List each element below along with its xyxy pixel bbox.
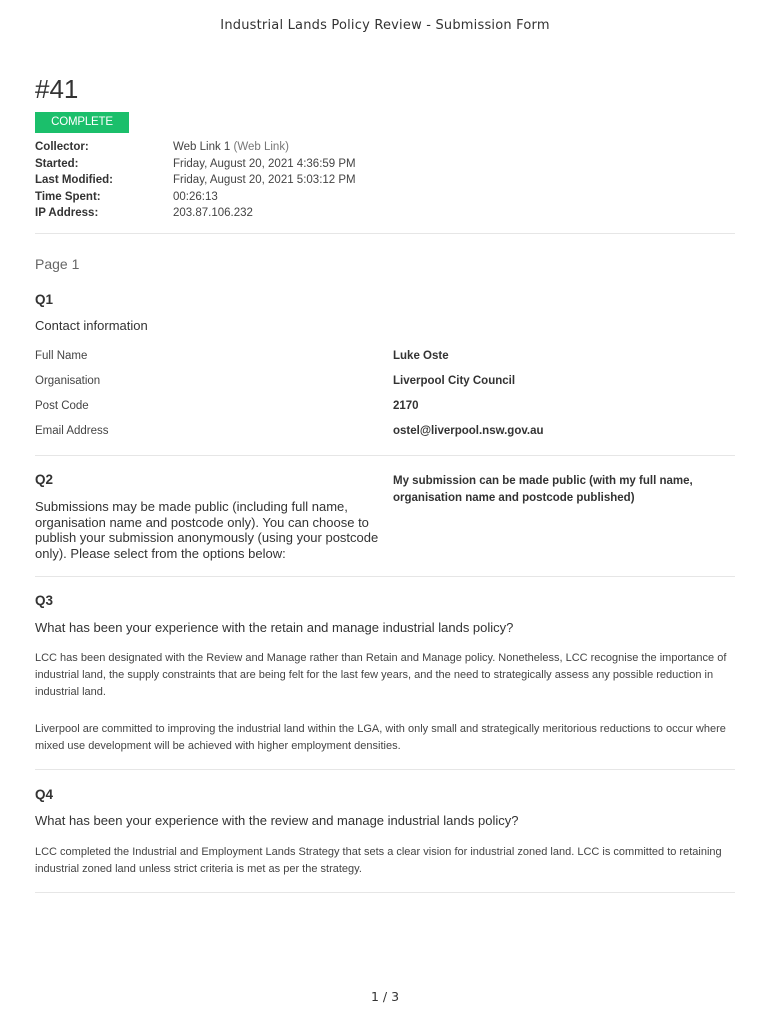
- meta-value: 00:26:13: [173, 190, 218, 203]
- collector-type: (Web Link): [230, 141, 289, 153]
- q3-number: Q3: [35, 593, 54, 608]
- status-badge: COMPLETE: [35, 112, 129, 133]
- divider: [35, 576, 735, 577]
- field-label-organisation: Organisation: [35, 375, 101, 387]
- collector-name: Web Link 1: [173, 141, 231, 153]
- q4-number: Q4: [35, 787, 54, 802]
- meta-key: IP Address:: [35, 207, 99, 219]
- q2-number: Q2: [35, 472, 54, 487]
- field-value-organisation: Liverpool City Council: [393, 375, 516, 387]
- field-value-post-code: 2170: [393, 400, 419, 412]
- meta-row-started: [35, 156, 356, 173]
- meta-key: Last Modified:: [35, 174, 113, 186]
- q2-answer: My submission can be made public (with my full name, organisation name and postcode published): [393, 475, 693, 504]
- meta-key: Time Spent:: [35, 190, 101, 203]
- meta-row-ip-address: [35, 205, 356, 222]
- meta-key: Collector:: [35, 141, 89, 153]
- field-value-email: ostel@liverpool.nsw.gov.au: [393, 425, 544, 437]
- divider: [35, 769, 735, 770]
- meta-value: [173, 139, 289, 156]
- field-value-full-name: Luke Oste: [393, 350, 449, 362]
- meta-row-collector: [35, 139, 356, 156]
- meta-value: 203.87.106.232: [173, 207, 253, 219]
- meta-row-time-spent: [35, 189, 356, 206]
- q1-number: Q1: [35, 292, 54, 307]
- q4-answer: LCC completed the Industrial and Employment Lands Strategy that sets a clear vision for industrial zoned land. LCC is committed to retaining industrial zoned land unless strict criteria is met as per the strategy.: [35, 846, 722, 875]
- field-label-full-name: Full Name: [35, 350, 88, 362]
- response-meta: [35, 139, 356, 222]
- q3-text: What has been your experience with the retain and manage industrial lands policy?: [35, 620, 514, 635]
- meta-row-last-modified: [35, 172, 356, 189]
- q4-text: What has been your experience with the review and manage industrial lands policy?: [35, 813, 519, 828]
- q3-answer-paragraph-2: Liverpool are committed to improving the industrial land within the LGA, with only small and strategically meritorious reductions to occur where mixed use development will be achieved with higher employment densities.: [35, 723, 726, 752]
- q3-answer-paragraph-1: LCC has been designated with the Review and Manage rather than Retain and Manage policy. Nonetheless, LCC recognise the importance of industrial land, the supply constraints that are being felt for the last few years, and the need to strategically assess any possible reduction in industrial land.: [35, 652, 727, 698]
- meta-key: Started:: [35, 157, 79, 170]
- divider: [35, 233, 735, 234]
- response-id: #41: [35, 74, 79, 104]
- q1-text: Contact information: [35, 318, 148, 333]
- field-label-email: Email Address: [35, 425, 109, 437]
- meta-value: Friday, August 20, 2021 5:03:12 PM: [173, 174, 356, 186]
- document-title: Industrial Lands Policy Review - Submission Form: [220, 18, 550, 33]
- page-number: 1 / 3: [370, 989, 400, 1004]
- meta-value: Friday, August 20, 2021 4:36:59 PM: [173, 157, 356, 170]
- page-label: Page 1: [35, 256, 80, 272]
- field-label-post-code: Post Code: [35, 400, 89, 412]
- divider: [35, 892, 735, 893]
- q2-text: Submissions may be made public (including full name, organisation name and postcode only). You can choose to publish your submission anonymously (using your postcode only). Please select from the options below:: [35, 499, 379, 561]
- divider: [35, 455, 735, 456]
